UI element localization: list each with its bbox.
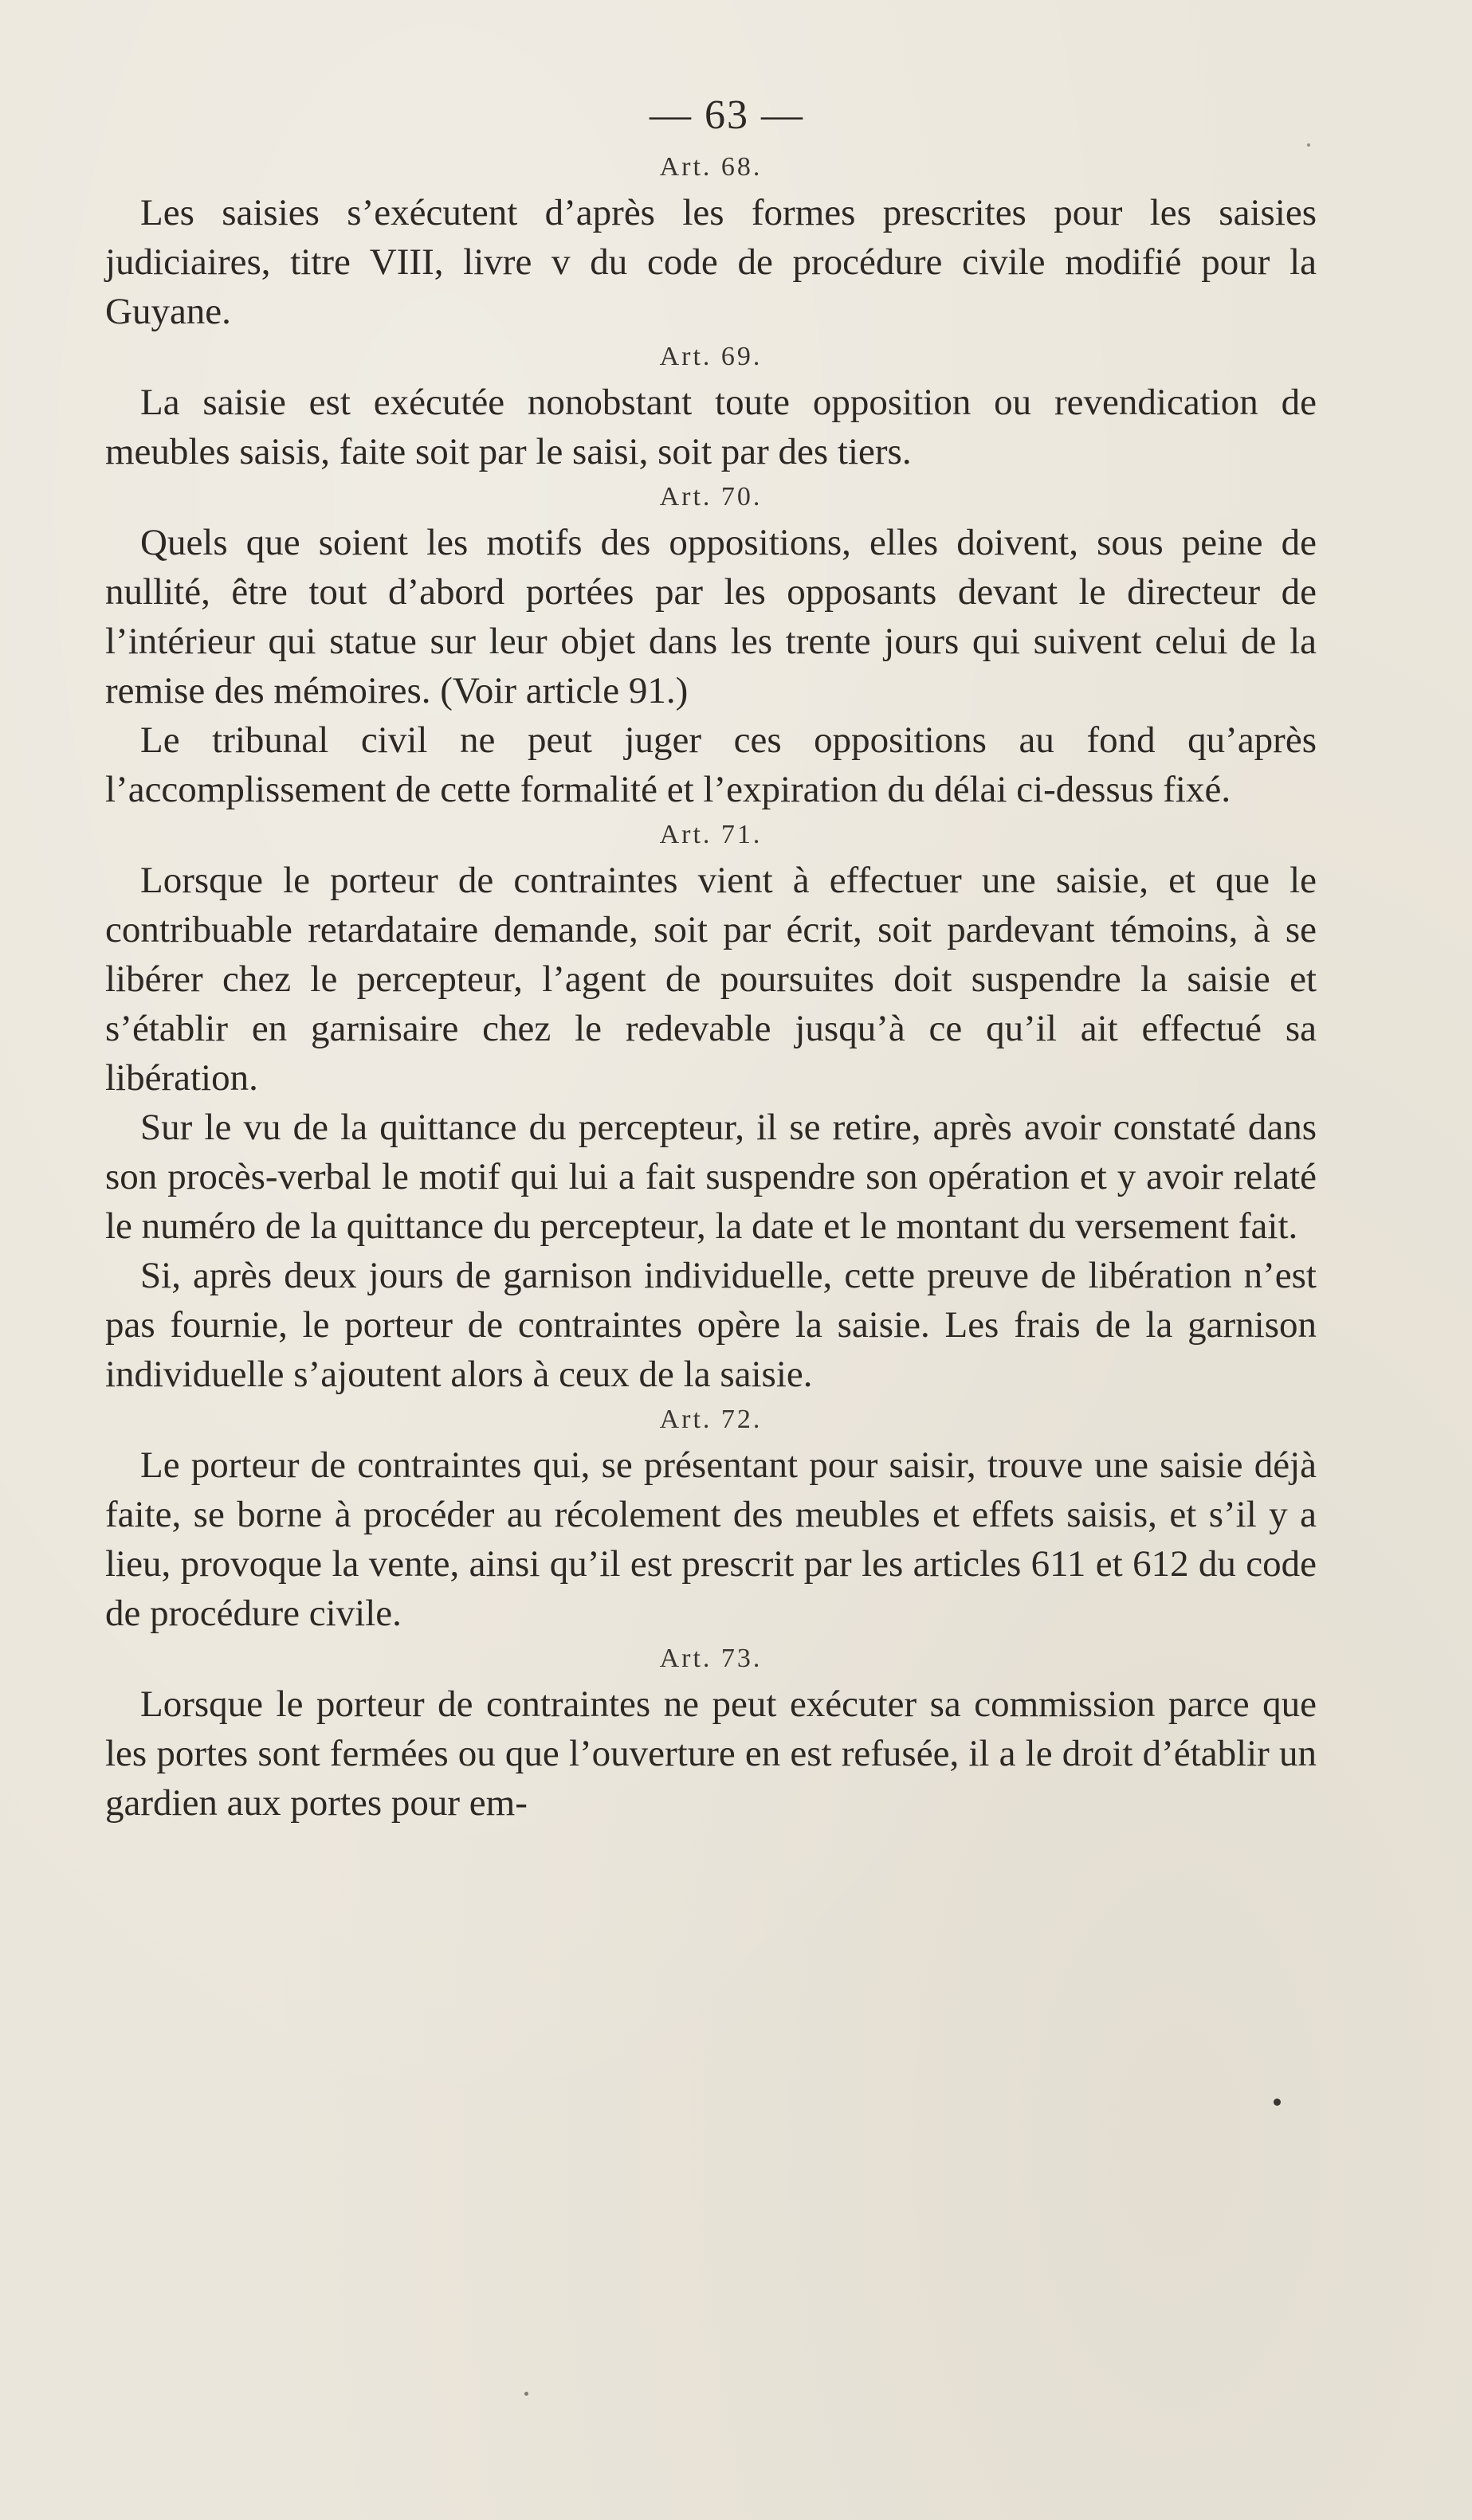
- article-heading: Art. 69.: [659, 342, 763, 371]
- article-paragraph: La saisie est exécutée nonobstant toute opposition ou revendication de meubles saisis, faite soit par le saisi, soit par des tiers.: [105, 382, 1317, 472]
- article-paragraph: Sur le vu de la quittance du percepteur, il se retire, après avoir constaté dans son procès-verbal le motif qui lui a fait suspendre son opération et y avoir relaté le numéro de la quittance du percepteur, la date et le montant du versement fait.: [105, 1107, 1317, 1247]
- text-block: [105, 88, 1317, 1828]
- article-71: [105, 814, 1317, 1399]
- article-paragraph: Le porteur de contraintes qui, se présentant pour saisir, trouve une saisie déjà faite, se borne à procéder au récolement des meubles et effets saisis, et s’il y a lieu, provoque la vente, ainsi qu’il est prescrit par les articles 611 et 612 du code de procédure civile.: [105, 1444, 1317, 1634]
- ink-speck: [1307, 143, 1310, 147]
- article-68: [105, 147, 1317, 336]
- article-paragraph: Lorsque le porteur de contraintes vient à effectuer une saisie, et que le contribuable retardataire demande, soit par écrit, soit pardevant témoins, à se libérer chez le percepteur, l’agent de poursuites doit suspendre la saisie et s’établir en garnisaire chez le redevable jusqu’à ce qu’il ait effectué sa libération.: [105, 860, 1317, 1099]
- article-70: [105, 476, 1317, 814]
- article-heading: Art. 72.: [659, 1405, 763, 1434]
- ink-speck: [1274, 2099, 1281, 2106]
- article-paragraph: Quels que soient les motifs des oppositions, elles doivent, sous peine de nullité, être tout d’abord portées par les opposants devant le directeur de l’intérieur qui statue sur leur objet dans les trente jours qui suivent celui de la remise des mémoires. (Voir article 91.): [105, 522, 1317, 711]
- article-heading: Art. 73.: [659, 1644, 763, 1673]
- article-heading: Art. 70.: [659, 482, 763, 511]
- article-paragraph: Les saisies s’exécutent d’après les formes prescrites pour les saisies judiciaires, titre VIII, livre v du code de procédure civile modifié pour la Guyane.: [105, 192, 1317, 332]
- article-heading: Art. 68.: [659, 152, 763, 182]
- article-73: [105, 1638, 1317, 1828]
- ink-speck: [524, 2392, 528, 2396]
- article-heading: Art. 71.: [659, 820, 763, 849]
- article-paragraph: Lorsque le porteur de contraintes ne peut exécuter sa commission parce que les portes sont fermées ou que l’ouverture en est refusée, il a le droit d’établir un gardien aux portes pour em-: [105, 1683, 1317, 1824]
- page-number: — 63 —: [650, 92, 804, 138]
- article-paragraph: Le tribunal civil ne peut juger ces oppositions au fond qu’après l’accomplissement de cette formalité et l’expiration du délai ci-dessus fixé.: [105, 719, 1317, 810]
- article-paragraph: Si, après deux jours de garnison individuelle, cette preuve de libération n’est pas fournie, le porteur de contraintes opère la saisie. Les frais de la garnison individuelle s’ajoutent alors à ceux de la saisie.: [105, 1255, 1317, 1395]
- article-72: [105, 1399, 1317, 1638]
- article-69: [105, 336, 1317, 476]
